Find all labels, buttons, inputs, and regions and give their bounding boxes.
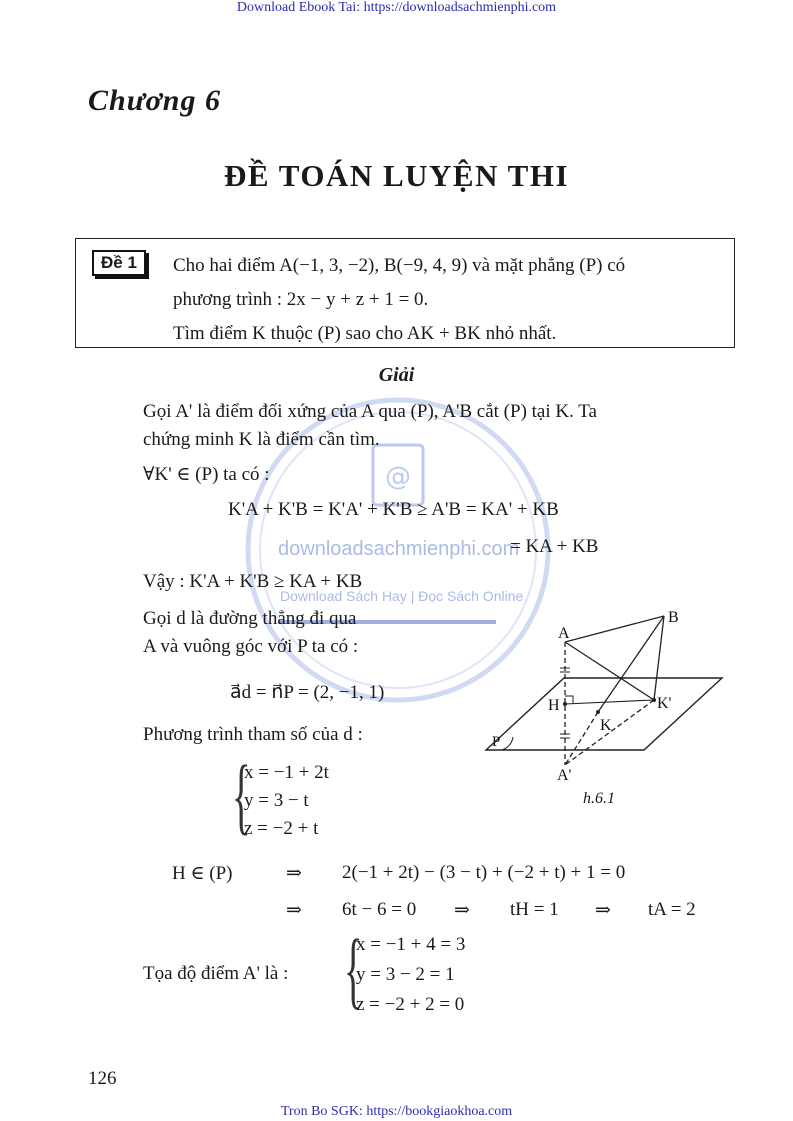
param-eq-y: y = 3 − t [244, 790, 309, 811]
label-a-prime: A' [557, 767, 572, 784]
problem-line-3: Tìm điểm K thuộc (P) sao cho AK + BK nhỏ nhất. [173, 323, 557, 344]
page-title: ĐỀ TOÁN LUYỆN THI [223, 158, 570, 193]
implies-arrow-4: ⇒ [595, 900, 611, 921]
t-h-value: tH = 1 [510, 899, 559, 920]
label-h: H [548, 697, 560, 714]
label-k-prime: K' [657, 695, 672, 712]
geometry-figure [480, 600, 730, 790]
solution-line-5: = KA + KB [510, 536, 599, 557]
t-a-value: tA = 2 [648, 899, 696, 920]
implies-arrow-2: ⇒ [286, 900, 302, 921]
solution-line-10: Phương trình tham số của d : [143, 724, 363, 745]
watermark-subtext: Download Sách Hay | Đọc Sách Online [280, 588, 524, 604]
solution-line-6: Vậy : K'A + K'B ≥ KA + KB [143, 571, 363, 592]
solution-line-8: A và vuông góc với P ta có : [143, 636, 359, 657]
coord-x: x = −1 + 4 = 3 [356, 934, 466, 955]
problem-label: Đề 1 [92, 250, 146, 276]
h-condition: H ∈ (P) [172, 863, 233, 884]
header-link[interactable]: Download Ebook Tai: https://downloadsachmienphi.com [236, 0, 557, 15]
label-k: K [600, 717, 612, 734]
solution-line-4: K'A + K'B = K'A' + K'B ≥ A'B = KA' + KB [228, 499, 559, 520]
svg-text:@: @ [385, 462, 411, 492]
h-equation: 2(−1 + 2t) − (3 − t) + (−2 + t) + 1 = 0 [342, 862, 626, 883]
label-a: A [558, 625, 570, 642]
coord-label: Tọa độ điểm A' là : [143, 963, 289, 984]
label-b: B [668, 609, 679, 626]
solution-heading: Giải [378, 364, 415, 386]
solution-line-7: Gọi d là đường thẳng đi qua [143, 608, 357, 629]
t-equation: 6t − 6 = 0 [342, 899, 417, 920]
param-brace: { [232, 747, 251, 843]
coord-z: z = −2 + 2 = 0 [356, 994, 465, 1015]
segment-hk2 [565, 700, 654, 704]
page-number: 126 [88, 1068, 117, 1089]
chapter-heading: Chương 6 [88, 84, 221, 117]
figure-caption: h.6.1 [583, 790, 615, 807]
label-p: P [492, 734, 501, 750]
param-eq-z: z = −2 + t [244, 818, 319, 839]
problem-line-1: Cho hai điểm A(−1, 3, −2), B(−9, 4, 9) và mặt phẳng (P) có [173, 255, 626, 276]
coord-y: y = 3 − 2 = 1 [356, 964, 455, 985]
implies-arrow-1: ⇒ [286, 863, 302, 884]
param-eq-x: x = −1 + 2t [244, 762, 329, 783]
implies-arrow-3: ⇒ [454, 900, 470, 921]
coord-brace: { [344, 921, 363, 1017]
problem-line-2: phương trình : 2x − y + z + 1 = 0. [173, 289, 429, 310]
plane-p [486, 678, 722, 750]
footer-link[interactable]: Tron Bo SGK: https://bookgiaokhoa.com [280, 1104, 513, 1119]
solution-line-1: Gọi A' là điểm đối xứng của A qua (P), A'B cắt (P) tại K. Ta [143, 401, 597, 422]
solution-line-9: a⃗d = n⃗P = (2, −1, 1) [230, 682, 385, 703]
solution-line-3: ∀K' ∈ (P) ta có : [143, 464, 270, 485]
solution-line-2: chứng minh K là điểm cần tìm. [143, 429, 380, 450]
watermark-text: downloadsachmienphi.com [278, 538, 520, 560]
